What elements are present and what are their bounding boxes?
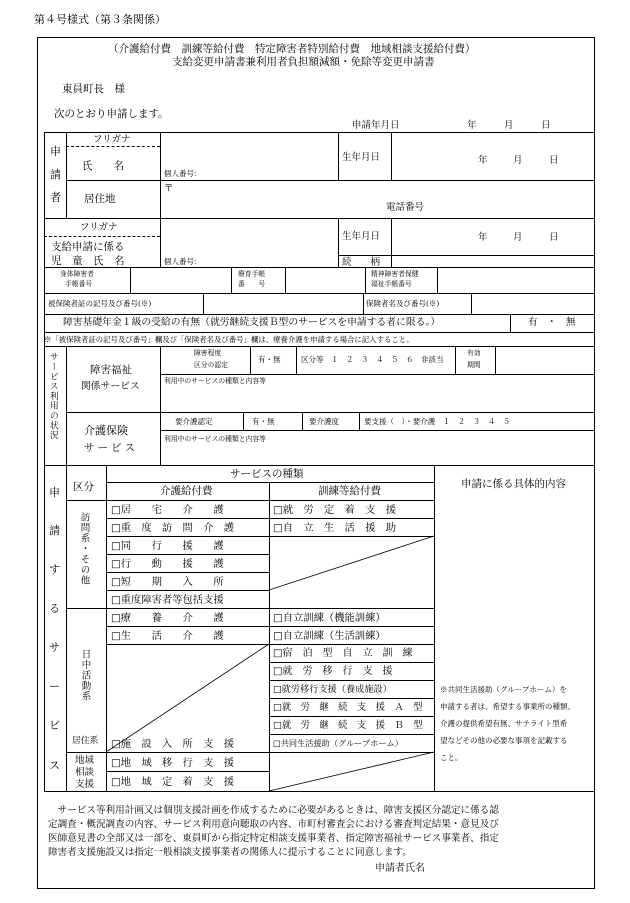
care-level-label: 要介護度 [309,417,339,426]
child-label-line2: 児 童 氏 名 [51,255,125,267]
care-yes-no: 有・無 [252,417,275,426]
training-item-employment-transition[interactable]: □就 労 移 行 支 援 [273,666,393,677]
welfare-label-line2: 関係サービス [81,381,140,392]
category-visit-label: 訪問系・その他 [78,512,90,586]
training-item-group-home[interactable]: □共同生活援助（グループホーム） [273,738,403,748]
physical-handbook-line1: 身体障害者 [60,270,94,278]
child-birth-month: 月 [513,232,523,243]
category-regional-line2: 相談 [75,767,95,778]
training-benefit-header: 訓練等給付費 [318,485,381,497]
category-residence-label: 居住系 [72,736,99,746]
physical-handbook-line2: 手帳番号 [65,280,93,288]
group-home-note-3: 介護の提供希望有無、サテライト型希 [440,719,568,728]
group-home-note-5: こと。 [440,753,463,762]
care-level-scale: 要支援（ ）・要介護 １ ２ ３ ４ ５ [364,417,511,426]
training-item-employment-retention[interactable]: □就 労 定 着 支 援 [273,504,396,516]
training-visit-diagonal [269,536,434,590]
care-insurance-line1: 介護保険 [84,424,128,437]
care-item-home-care[interactable]: □居 宅 介 護 [111,504,224,516]
welfare-yes-no: 有・無 [258,355,281,364]
care-item-facility[interactable]: □施 設 入 所 支 援 [111,738,234,750]
applicant-phone-label: 電話番号 [386,202,425,213]
applicant-birth-month: 月 [513,155,523,166]
training-item-continuation-a[interactable]: □就 労 継 続 支 援 Ａ 型 [273,702,423,713]
application-date-label: 申請年月日 [352,120,400,131]
pension-question: 障害基礎年金１級の受給の有無（就労継続支援Ｂ型のサービスを申請する者に限る。） [63,317,441,328]
consent-line1: サービス等利用計画又は個別支援計画を作成するために必要があるときは、障害支援区分認定に係る認 [48,805,499,816]
applicant-personal-number-label: 個人番号： [164,169,202,178]
applicant-birth-label: 生年月日 [342,152,381,163]
category-regional-line1: 地域 [75,755,95,766]
applicant-address-label: 居住地 [84,193,116,205]
apply-side-3: す [49,563,60,576]
group-home-note-4: 望などその他の必要な事項を記載する [440,736,568,745]
training-item-life[interactable]: □自立訓練（生活訓練） [273,630,386,642]
support-level-line2: 区分の認定 [194,361,228,369]
training-item-independent-living[interactable]: □自 立 生 活 援 助 [273,522,396,534]
specifics-header: 申請に係る具体的内容 [461,478,566,490]
intro-text: 次のとおり申請します。 [54,108,169,120]
welfare-usage-note: 利用中のサービスの種類と内容等 [164,377,266,385]
support-class-scale: 区分等 １ ２ ３ ４ ５ ６ 非該当 [301,355,444,364]
category-regional-line3: 支援 [75,779,95,790]
care-usage-note: 利用中のサービスの種類と内容等 [164,435,266,443]
care-item-life-care[interactable]: □生 活 介 護 [111,630,224,642]
care-day-diagonal [106,644,269,752]
insured-number-label: 被保険者証の記号及び番号(※) [48,299,152,308]
application-date-day: 日 [541,120,551,131]
applicant-name-label: 氏 名 [82,160,124,172]
applicant-birth-day: 日 [549,155,559,166]
rehab-handbook-line1: 療育手帳 [238,270,266,278]
care-item-severe-visit[interactable]: □重 度 訪 問 介 護 [111,522,234,534]
consent-line3: 医師意見書の全部又は一部を、東員町から指定特定相談支援事業者、指定障害福祉サービス事業者、指定 [48,833,499,844]
application-date-year: 年 [467,120,477,131]
care-item-comprehensive[interactable]: □重度障害者等包括支援 [111,594,224,606]
category-day-label: 日中活動系 [79,649,91,702]
child-label-line1: 支給申請に係る [51,241,125,253]
child-personal-number-label: 個人番号： [164,257,202,266]
category-header: 区分 [73,481,94,493]
rehab-handbook-line2: 番 号 [238,280,266,288]
training-item-functional[interactable]: □自立訓練（機能訓練） [273,612,386,624]
valid-period-line2: 期間 [467,361,481,369]
apply-side-8: ス [49,759,60,772]
applicant-side-label-1: 申 [50,145,61,158]
consent-line2: 定調査・概況調査の内容、サービス利用意向聴取の内容、市町村審査会における審査判定結果・意見及び [48,819,499,830]
care-item-short-stay[interactable]: □短 期 入 所 [111,576,224,588]
training-item-transition-training[interactable]: □就労移行支援（養成施設） [273,684,392,695]
child-birth-day: 日 [549,232,559,243]
insurer-label: 保険者名及び番号(※) [366,299,440,308]
postal-mark: 〒 [164,183,174,194]
mental-handbook-line2: 福祉手帳番号 [371,280,412,288]
care-item-accompany[interactable]: □同 行 援 護 [111,540,224,552]
apply-side-2: 請 [49,524,60,537]
apply-side-5: サ [49,641,60,654]
care-item-behavior[interactable]: □行 動 援 護 [111,558,224,570]
pension-yes-no: 有 ・ 無 [528,317,576,328]
care-cert-label: 要介護認定 [175,417,213,426]
care-item-medical-care[interactable]: □療 養 介 護 [111,612,224,624]
support-level-line1: 障害程度 [194,349,222,357]
signature-label: 申請者氏名 [375,863,425,874]
regional-item-settlement[interactable]: □地 域 定 着 支 援 [111,776,234,788]
addressee: 東員町長 様 [62,83,125,95]
apply-side-7: ビ [49,719,60,732]
consent-line4: 障害者支援施設又は指定一般相談支援事業者の関係人に提示することに同意します。 [48,847,412,858]
valid-period-line1: 有効 [467,349,481,357]
apply-side-4: る [49,602,60,615]
applicant-birth-year: 年 [478,155,488,166]
service-types-header: サービスの種類 [230,468,304,480]
applicant-side-label-3: 者 [50,191,61,204]
application-date-month: 月 [504,120,514,131]
child-birth-year: 年 [478,232,488,243]
apply-side-6: ー [49,680,60,693]
applicant-furigana-label: フリガナ [93,134,131,145]
applicant-side-label-2: 請 [50,168,61,181]
apply-side-1: 申 [49,486,60,499]
care-insurance-line2: サービス [84,442,138,454]
form-number: 第４号様式（第３条関係） [34,13,166,26]
child-furigana-label: フリガナ [80,222,118,233]
group-home-note-1: ※共同生活援助（グループホーム）を [440,685,567,694]
title-line1: （介護給付費 訓練等給付費 特定障害者特別給付費 地域相談支援給付費） [108,43,476,55]
welfare-label-line1: 障害福祉 [90,364,132,376]
mental-handbook-line1: 精神障害者保健 [371,270,419,278]
training-regional-diagonal [269,752,434,791]
care-benefit-header: 介護給付費 [160,485,213,497]
group-home-note-2: 申請する者は、希望する事業所の種類、 [440,702,575,711]
training-item-residential[interactable]: □宿 泊 型 自 立 訓 練 [273,648,413,659]
usage-status-side-label: サービス利用の状況 [47,352,58,441]
child-birth-label: 生年月日 [342,231,381,242]
training-item-continuation-b[interactable]: □就 労 継 続 支 援 Ｂ 型 [273,720,423,731]
insurance-note: ※「被保険者証の記号及び番号」欄及び「保険者名及び番号」欄は、療養介護を申請する場合に記入すること。 [44,335,414,344]
child-relationship-label: 続 柄 [342,257,381,268]
title-line2: 支給変更申請書兼利用者負担額減額・免除等変更申請書 [172,56,435,68]
regional-item-transition[interactable]: □地 域 移 行 支 援 [111,757,234,769]
